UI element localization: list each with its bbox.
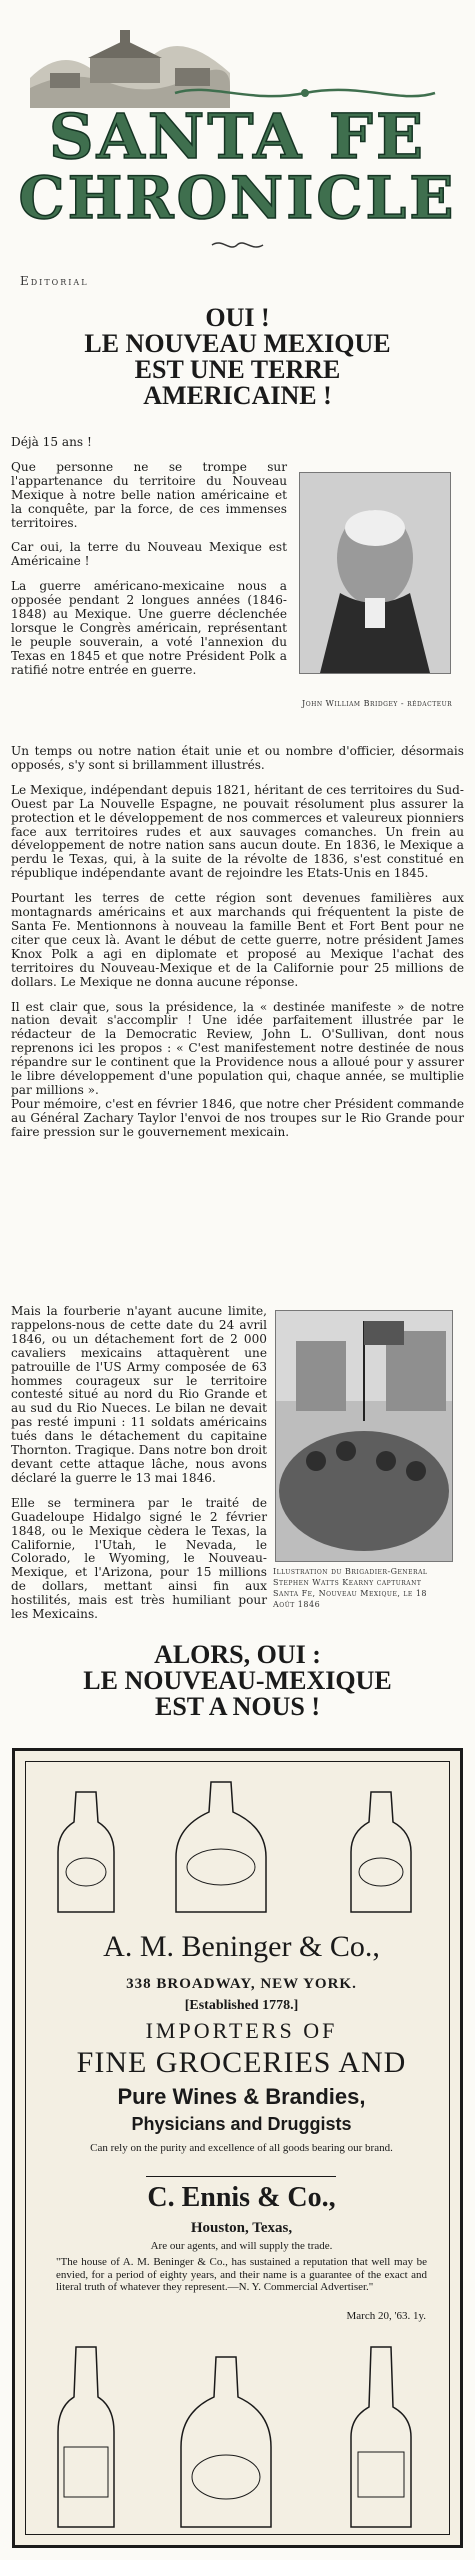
portrait-photo bbox=[299, 472, 451, 674]
advert-company: A. M. Beninger & Co., bbox=[103, 1930, 380, 1963]
closing-line: ALORS, OUI : bbox=[154, 1640, 321, 1669]
article-bottom-column bbox=[11, 1305, 267, 1633]
headline-line: OUI ! bbox=[205, 303, 270, 332]
advert-rule bbox=[146, 2176, 336, 2177]
advert-importers: IMPORTERS OF bbox=[145, 2018, 338, 2043]
article-paragraph: Un temps ou notre nation était unie et ou nombre d'officier, désormais opposés, s'y sont si brillamment illustrés. bbox=[11, 744, 464, 772]
masthead bbox=[0, 0, 475, 262]
advertisement bbox=[12, 1748, 463, 2548]
battle-illustration bbox=[275, 1310, 453, 1562]
article-paragraph: Car oui, la terre du Nouveau Mexique est Américaine ! bbox=[11, 540, 287, 569]
caption-line: Illustration du Brigadier-General bbox=[273, 1567, 428, 1576]
closing-headline bbox=[40, 1642, 435, 1720]
closing-line: EST A NOUS ! bbox=[155, 1692, 320, 1721]
article-paragraph: Le Mexique, indépendant depuis 1821, héritant de ces territoires du Sud-Ouest par La Nouvelle Espagne, ne pouvait résolument plus assurer la protection et le développement de nos commerces et valeureux pionniers face aux territoires rudes et aux sauvages comanches. Un frein au développement de notre nation sans aucun doute. En 1836, le Mexique a perdu le Texas, qui, à la suite de la révolte de 1836, s'est constitué en république indépendante avant de rejoindre les Etats-Unis en 1845. bbox=[11, 782, 464, 881]
article-paragraph: Il est clair que, sous la présidence, la « destinée manifeste » de notre nation devait s'accomplir ! Une idée parfaitement illustrée par le rédacteur de la Democratic Review, John L. O'Sullivan, dont nous reprenons ici les propos : « C'est manifestement notre destinée de nous répandre sur le continent que la Providence nous a alloué pour y assurer le libre développement d'une population qui, chaque année, se multiplie par millions ». bbox=[11, 999, 464, 1097]
advert-quote: "The house of A. M. Beninger & Co., has sustained a reputation that well may be envied, for a period of eighty years, and their name is a guarantee of the exact and literal truth of whatever they represent.—N. Y. Commercial Advertiser." bbox=[56, 2256, 427, 2293]
advert-address: 338 BROADWAY, NEW YORK. bbox=[126, 1976, 357, 1992]
advert-date: March 20, '63. 1y. bbox=[346, 2310, 426, 2322]
article-paragraph: La guerre américano-mexicaine nous a opposée pendant 2 longues années (1846-1848) au Mexique. Une guerre déclenchée lorsque le Congrès américain, représentant le peuple souverain, a voté l'annexion du Texas en 1845 et que notre Président Polk a ratifié notre entrée en guerre. bbox=[11, 579, 287, 677]
bottle-row-top bbox=[26, 1772, 457, 1922]
section-label: Editorial bbox=[20, 274, 89, 288]
article-paragraph: Que personne ne se trompe sur l'appartenance du territoire du Nouveau Mexique à notre belle nation américaine et la conquête, par la force, de ces immenses territoires. bbox=[11, 459, 287, 530]
caption-line: Santa Fe, Nouveau Mexique, le 18 bbox=[273, 1589, 427, 1598]
article-paragraph: Mais la fourberie n'ayant aucune limite, rappelons-nous de cette date du 24 avril 1846, ou un détachement fort de 2 000 cavaliers mexicains attaquèrent une patrouille de l'US Army composée de 63 hommes courageux sur le territoire contesté situé au nord du Rio Grande et au sud du Rio Nueces. Le bilan ne devait pas resté impuni : 11 soldats américains tués dans le détachement du capitaine Thornton. Tragique. Dans notre bon droit devant cette attaque lâche, nous avons déclaré la guerre le 13 mai 1846. bbox=[11, 1304, 267, 1485]
article-paragraph: Pourtant les terres de cette région sont devenues familières aux montagnards américains et aux marchands qui fréquentent la piste de Santa Fe. Mentionnons à nouveau la famille Bent et Fort Bent pour ne citer que ceux là. Avant le début de cette guerre, notre président James Knox Polk a agi en diplomate et proposé au Mexique l'achat des territoires du Nouveau-Mexique et de la Californie pour 25 millions de dollars. Le Mexique ne donna aucune réponse. bbox=[11, 891, 464, 989]
caption-line: Août 1846 bbox=[273, 1600, 321, 1609]
headline-line: AMERICAINE ! bbox=[143, 381, 332, 410]
headline bbox=[40, 305, 435, 409]
advert-agent-note: Are our agents, and will supply the trade. bbox=[150, 2240, 333, 2252]
advert-physicians: Physicians and Druggists bbox=[131, 2114, 352, 2134]
portrait-caption: John William Bridgey - rédacteur bbox=[302, 699, 453, 708]
bottle-row-bottom bbox=[26, 2337, 457, 2537]
masthead-title-line2: CHRONICLE bbox=[18, 164, 457, 232]
caption-line: Stephen Watts Kearny capturant bbox=[273, 1578, 422, 1587]
masthead-title-line1: SANTA FE bbox=[48, 100, 427, 173]
article-body bbox=[11, 745, 464, 1151]
article-intro: Déjà 15 ans ! bbox=[11, 435, 92, 449]
closing-line: LE NOUVEAU-MEXIQUE bbox=[83, 1666, 392, 1695]
advert-agent-name: C. Ennis & Co., bbox=[147, 2182, 336, 2213]
advert-groceries: FINE GROCERIES AND bbox=[76, 2046, 407, 2079]
article-paragraph: Pour mémoire, c'est en février 1846, que notre cher Président commande au Général Zachary Taylor l'envoi de nos troupes sur le Rio Grande pour faire pression sur le gouvernement mexicain. bbox=[11, 1096, 464, 1139]
flourish-divider bbox=[210, 238, 265, 252]
advert-wines: Pure Wines & Brandies, bbox=[117, 2084, 366, 2109]
advertisement-frame bbox=[25, 1761, 450, 2535]
advert-established: [Established 1778.] bbox=[184, 1998, 299, 2013]
advert-agent-city: Houston, Texas, bbox=[190, 2220, 293, 2236]
advert-rely: Can rely on the purity and excellence of all goods bearing our brand. bbox=[90, 2142, 393, 2154]
illustration-caption bbox=[273, 1566, 427, 1610]
headline-line: LE NOUVEAU MEXIQUE bbox=[84, 329, 391, 358]
article-top-column bbox=[11, 436, 287, 689]
article-paragraph: Elle se terminera par le traité de Guadeloupe Hidalgo signé le 2 février 1848, ou le Mexique cèdera le Texas, la Californie, l'Utah, le Nevada, le Colorado, le Wyoming, le Nouveau-Mexique, et l'Arizona, pour 15 millions de dollars, mettant ainsi fin aux hostilités, mais est très humiliant pour les Mexicains. bbox=[11, 1495, 267, 1622]
headline-line: EST UNE TERRE bbox=[134, 355, 341, 384]
